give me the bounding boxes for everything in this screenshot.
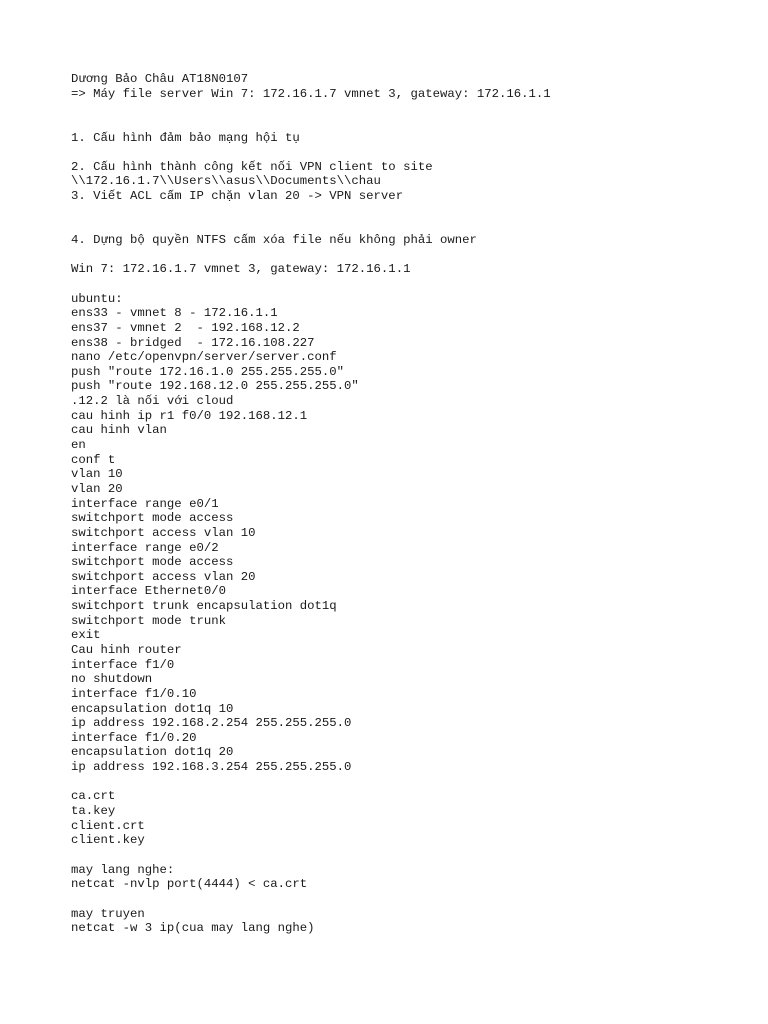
config-line: cau hinh vlan — [71, 423, 167, 438]
config-line: push "route 192.168.12.0 255.255.255.0" — [71, 379, 359, 394]
config-line: ip address 192.168.3.254 255.255.255.0 — [71, 760, 352, 775]
cert-file-line: ta.key — [71, 804, 116, 819]
blank-line — [71, 248, 751, 263]
sender-command-line: netcat -w 3 ip(cua may lang nghe) — [71, 921, 315, 936]
router-heading-line: Cau hinh router — [71, 642, 182, 657]
blank-line — [71, 204, 751, 219]
blank-line — [71, 145, 751, 160]
task-2-line: 2. Cấu hình thành công kết nối VPN client to site — [71, 159, 433, 174]
cert-file-line: client.key — [71, 833, 145, 848]
config-line: en — [71, 438, 86, 453]
sender-heading-line: may truyen — [71, 906, 145, 921]
document-text — [71, 72, 751, 936]
blank-line — [71, 218, 751, 233]
config-line: cau hinh ip r1 f0/0 192.168.12.1 — [71, 408, 308, 423]
blank-line — [71, 277, 751, 292]
blank-line — [71, 116, 751, 131]
blank-line — [71, 101, 751, 116]
config-line: .12.2 là nối với cloud — [71, 394, 234, 409]
config-line: interface f1/0.10 — [71, 686, 197, 701]
config-line: interface range e0/2 — [71, 540, 219, 555]
config-line: no shutdown — [71, 672, 153, 687]
share-path-line: \\172.16.1.7\\Users\\asus\\Documents\\chau — [71, 174, 381, 189]
config-line: encapsulation dot1q 10 — [71, 701, 234, 716]
config-line: switchport access vlan 20 — [71, 569, 256, 584]
config-line: ens37 - vmnet 2 - 192.168.12.2 — [71, 320, 300, 335]
server-info-line: => Máy file server Win 7: 172.16.1.7 vmnet 3, gateway: 172.16.1.1 — [71, 86, 551, 101]
config-line: ip address 192.168.2.254 255.255.255.0 — [71, 716, 352, 731]
config-line: exit — [71, 628, 101, 643]
blank-line — [71, 775, 751, 790]
blank-line — [71, 892, 751, 907]
blank-line — [71, 848, 751, 863]
listener-heading-line: may lang nghe: — [71, 862, 175, 877]
author-line: Dương Bảo Châu AT18N0107 — [71, 72, 249, 86]
config-line: interface Ethernet0/0 — [71, 584, 226, 599]
ubuntu-heading-line: ubuntu: — [71, 291, 123, 306]
config-line: switchport trunk encapsulation dot1q — [71, 599, 337, 614]
listener-command-line: netcat -nvlp port(4444) < ca.crt — [71, 877, 308, 892]
config-line: interface f1/0 — [71, 657, 175, 672]
config-line: encapsulation dot1q 20 — [71, 745, 234, 760]
config-line: switchport access vlan 10 — [71, 525, 256, 540]
task-4-line: 4. Dựng bộ quyền NTFS cấm xóa file nếu không phải owner — [71, 233, 477, 248]
config-line: switchport mode access — [71, 555, 234, 570]
task-3-line: 3. Viết ACL cấm IP chặn vlan 20 -> VPN server — [71, 189, 404, 204]
cert-file-line: client.crt — [71, 818, 145, 833]
config-line: ens33 - vmnet 8 - 172.16.1.1 — [71, 306, 278, 321]
config-line: vlan 20 — [71, 481, 123, 496]
config-line: conf t — [71, 452, 116, 467]
config-line: push "route 172.16.1.0 255.255.255.0" — [71, 364, 345, 379]
config-line: interface range e0/1 — [71, 496, 219, 511]
cert-file-line: ca.crt — [71, 789, 116, 804]
config-line: ens38 - bridged - 172.16.108.227 — [71, 335, 315, 350]
config-line: interface f1/0.20 — [71, 730, 197, 745]
win7-info-line: Win 7: 172.16.1.7 vmnet 3, gateway: 172.16.1.1 — [71, 262, 411, 277]
config-line: vlan 10 — [71, 467, 123, 482]
task-1-line: 1. Cấu hình đảm bảo mạng hội tụ — [71, 130, 300, 145]
config-line: nano /etc/openvpn/server/server.conf — [71, 350, 337, 365]
config-line: switchport mode trunk — [71, 613, 226, 628]
config-line: switchport mode access — [71, 511, 234, 526]
